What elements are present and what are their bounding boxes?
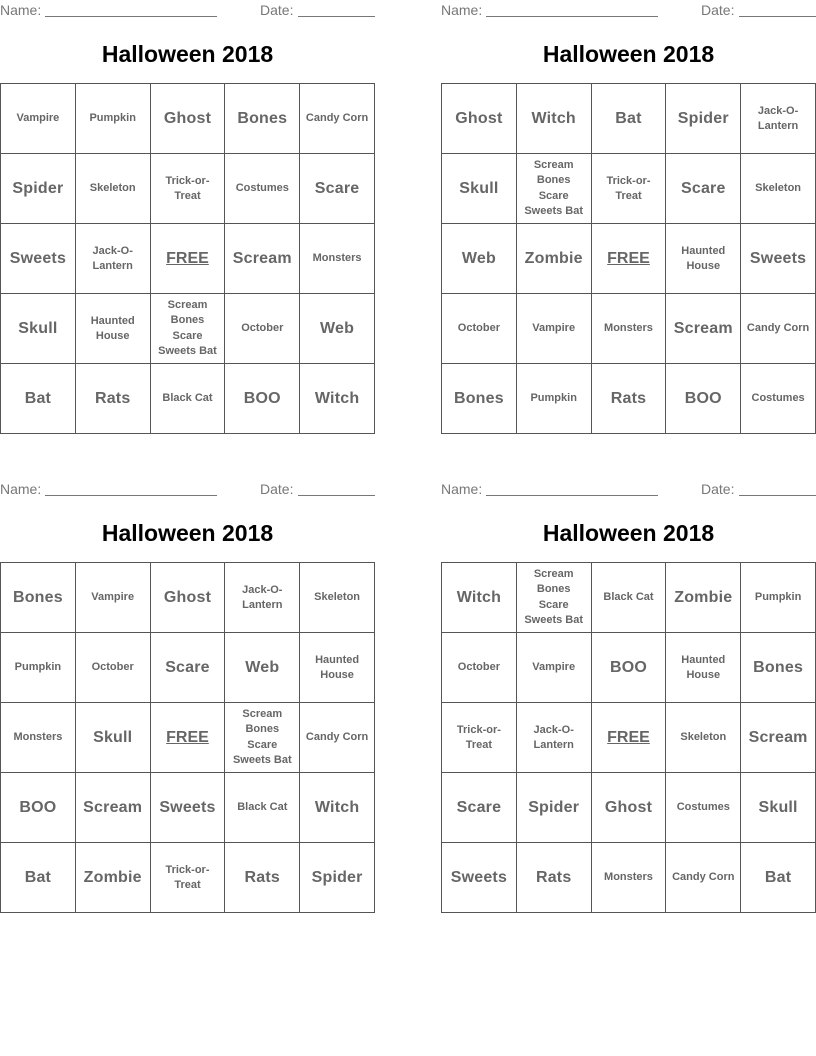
bingo-cell-trick-or-treat (591, 154, 666, 224)
bingo-cell-bat: Bat (1, 843, 76, 913)
bingo-row (1, 703, 375, 773)
bingo-cell-pumpkin: Pumpkin (516, 364, 591, 434)
bingo-cell-skeleton: Skeleton (300, 563, 375, 633)
bingo-cell-haunted-house (75, 294, 150, 364)
bingo-cell-sweets: Sweets (1, 224, 76, 294)
bingo-cell-jack-o-lantern (225, 563, 300, 633)
bingo-cell-spider: Spider (1, 154, 76, 224)
date-blank-line (298, 16, 375, 17)
bingo-cell-rats: Rats (591, 364, 666, 434)
cell-text-line: Jack-O- (242, 583, 283, 596)
cell-text-line: House (95, 329, 130, 342)
bingo-cell-bones: Bones (442, 364, 517, 434)
cell-text-line: Treat (174, 878, 201, 891)
bingo-cell-scream: Scream (666, 294, 741, 364)
bingo-cell-bat: Bat (591, 84, 666, 154)
bingo-row (442, 84, 816, 154)
bingo-cell-skull: Skull (75, 703, 150, 773)
cell-text-line: Sweets Bat (524, 205, 584, 217)
name-label: Name: (0, 481, 42, 497)
bingo-cell-trick-or-treat (150, 154, 225, 224)
bingo-cell-spider: Spider (666, 84, 741, 154)
date-blank-line (739, 495, 816, 496)
cell-text-line: Jack-O- (92, 244, 133, 257)
bingo-cell-witch: Witch (442, 563, 517, 633)
cell-text-line: Bones (536, 174, 571, 186)
bingo-grid (0, 562, 375, 913)
date-blank-line (298, 495, 375, 496)
bingo-cell-skeleton: Skeleton (666, 703, 741, 773)
bingo-cell-october: October (442, 294, 517, 364)
card-header (0, 2, 375, 20)
card-header (441, 481, 816, 499)
bingo-cell-jack-o-lantern (75, 224, 150, 294)
bingo-cell-costumes: Costumes (225, 154, 300, 224)
bingo-cell-boo: BOO (666, 364, 741, 434)
bingo-cell-skeleton: Skeleton (75, 154, 150, 224)
bingo-grid (441, 562, 816, 913)
bingo-cell-scream-bones-scare-sweets-bat (516, 154, 591, 224)
bingo-cell-zombie: Zombie (516, 224, 591, 294)
bingo-row (442, 633, 816, 703)
cell-text-line: House (686, 259, 721, 272)
card-title: Halloween 2018 (542, 520, 715, 546)
bingo-cell-witch: Witch (300, 773, 375, 843)
bingo-cell-boo: BOO (225, 364, 300, 434)
bingo-cell-scare: Scare (300, 154, 375, 224)
bingo-cell-trick-or-treat (442, 703, 517, 773)
bingo-cell-vampire: Vampire (1, 84, 76, 154)
cell-text-line: Lantern (242, 598, 283, 611)
date-label: Date: (260, 481, 294, 497)
cell-text-line: Lantern (92, 259, 133, 272)
cell-text-line: Trick-or- (165, 863, 210, 876)
cell-text-line: Treat (465, 738, 493, 751)
bingo-row (1, 224, 375, 294)
bingo-cell-bones: Bones (1, 563, 76, 633)
cell-text-line: Trick-or- (606, 174, 651, 187)
bingo-cell-scream: Scream (741, 703, 816, 773)
cell-text-line: House (320, 668, 354, 681)
bingo-cell-monsters: Monsters (1, 703, 76, 773)
bingo-row (442, 703, 816, 773)
cell-text-line: Scream (242, 707, 283, 720)
card-title: Halloween 2018 (101, 520, 274, 546)
bingo-cell-bones: Bones (741, 633, 816, 703)
name-blank-line (486, 495, 658, 496)
bingo-cell-pumpkin: Pumpkin (1, 633, 76, 703)
bingo-cell-black-cat: Black Cat (225, 773, 300, 843)
cell-text-line: Lantern (757, 119, 799, 132)
free-space: FREE (150, 224, 225, 294)
card-header (0, 481, 375, 499)
bingo-row (442, 843, 816, 913)
cell-text-line: House (686, 668, 721, 681)
bingo-cell-scream-bones-scare-sweets-bat (516, 563, 591, 633)
bingo-cell-skull: Skull (741, 773, 816, 843)
bingo-cell-black-cat: Black Cat (591, 563, 666, 633)
bingo-row (1, 843, 375, 913)
cell-text-line: Haunted (90, 314, 135, 327)
bingo-row (1, 563, 375, 633)
bingo-row (442, 154, 816, 224)
bingo-cell-sweets: Sweets (741, 224, 816, 294)
bingo-cell-zombie: Zombie (75, 843, 150, 913)
date-label: Date: (701, 2, 735, 18)
bingo-cell-haunted-house (666, 633, 741, 703)
bingo-row (442, 364, 816, 434)
bingo-cell-jack-o-lantern (516, 703, 591, 773)
cell-text-line: Haunted (681, 653, 726, 666)
bingo-row (442, 563, 816, 633)
card-header (441, 2, 816, 20)
bingo-cell-spider: Spider (516, 773, 591, 843)
bingo-cell-october: October (75, 633, 150, 703)
bingo-cell-pumpkin: Pumpkin (741, 563, 816, 633)
bingo-cell-ghost: Ghost (150, 84, 225, 154)
bingo-row (1, 154, 375, 224)
bingo-cell-sweets: Sweets (442, 843, 517, 913)
bingo-cell-black-cat: Black Cat (150, 364, 225, 434)
cell-text-line: Jack-O- (533, 723, 574, 736)
bingo-row (1, 773, 375, 843)
bingo-cell-scream: Scream (225, 224, 300, 294)
cell-text-line: Scare (538, 189, 569, 202)
bingo-row (442, 773, 816, 843)
cell-text-line: Bones (536, 583, 571, 595)
bingo-cell-scare: Scare (666, 154, 741, 224)
bingo-cell-vampire: Vampire (75, 563, 150, 633)
bingo-cell-scream-bones-scare-sweets-bat (150, 294, 225, 364)
bingo-cell-skeleton: Skeleton (741, 154, 816, 224)
bingo-row (1, 633, 375, 703)
bingo-cell-rats: Rats (516, 843, 591, 913)
bingo-cell-ghost: Ghost (591, 773, 666, 843)
cell-text-line: Treat (174, 189, 201, 202)
cell-text-line: Sweets Bat (232, 754, 292, 766)
cell-text-line: Scare (247, 738, 278, 751)
bingo-cell-scare: Scare (150, 633, 225, 703)
bingo-cell-web: Web (300, 294, 375, 364)
cell-text-line: Treat (615, 189, 642, 202)
cell-text-line: Sweets Bat (158, 345, 217, 357)
bingo-cell-jack-o-lantern (741, 84, 816, 154)
bingo-cell-web: Web (225, 633, 300, 703)
bingo-row (442, 224, 816, 294)
bingo-cell-zombie: Zombie (666, 563, 741, 633)
bingo-cell-witch: Witch (300, 364, 375, 434)
bingo-cell-candy-corn: Candy Corn (741, 294, 816, 364)
bingo-cell-bat: Bat (741, 843, 816, 913)
bingo-row (442, 294, 816, 364)
bingo-cell-pumpkin: Pumpkin (75, 84, 150, 154)
bingo-cell-skull: Skull (1, 294, 76, 364)
bingo-cell-skull: Skull (442, 154, 517, 224)
cell-text-line: Scare (172, 329, 203, 342)
bingo-cell-october: October (225, 294, 300, 364)
bingo-cell-boo: BOO (591, 633, 666, 703)
bingo-cell-web: Web (442, 224, 517, 294)
bingo-cell-ghost: Ghost (150, 563, 225, 633)
cell-text-line: Scream (167, 298, 208, 311)
bingo-row (1, 364, 375, 434)
name-blank-line (45, 495, 217, 496)
bingo-cell-witch: Witch (516, 84, 591, 154)
bingo-row (1, 294, 375, 364)
bingo-card (0, 479, 375, 911)
bingo-cell-spider: Spider (300, 843, 375, 913)
bingo-card (441, 479, 816, 911)
cell-text-line: Sweets Bat (524, 614, 584, 626)
bingo-cell-monsters: Monsters (300, 224, 375, 294)
cell-text-line: Bones (245, 723, 280, 735)
bingo-cell-haunted-house (300, 633, 375, 703)
date-label: Date: (260, 2, 294, 18)
card-title: Halloween 2018 (542, 41, 715, 67)
bingo-cell-scare: Scare (442, 773, 517, 843)
cell-text-line: Scream (533, 158, 574, 171)
cell-text-line: Lantern (533, 738, 574, 751)
bingo-cell-sweets: Sweets (150, 773, 225, 843)
cell-text-line: Trick-or- (456, 723, 501, 736)
bingo-cell-october: October (442, 633, 517, 703)
bingo-card (0, 0, 375, 432)
bingo-cell-rats: Rats (75, 364, 150, 434)
bingo-cell-bones: Bones (225, 84, 300, 154)
name-label: Name: (441, 481, 483, 497)
cell-text-line: Haunted (681, 244, 726, 257)
bingo-cell-candy-corn: Candy Corn (666, 843, 741, 913)
bingo-cell-rats: Rats (225, 843, 300, 913)
cell-text-line: Scare (538, 598, 569, 611)
bingo-cell-haunted-house (666, 224, 741, 294)
name-label: Name: (441, 2, 483, 18)
name-blank-line (486, 16, 658, 17)
cell-text-line: Haunted (315, 653, 360, 666)
date-label: Date: (701, 481, 735, 497)
bingo-cell-costumes: Costumes (666, 773, 741, 843)
cell-text-line: Bones (170, 314, 205, 326)
free-space: FREE (591, 703, 666, 773)
bingo-cell-vampire: Vampire (516, 294, 591, 364)
bingo-card (441, 0, 816, 432)
bingo-grid (441, 83, 816, 434)
card-title: Halloween 2018 (101, 41, 274, 67)
free-space: FREE (150, 703, 225, 773)
free-space: FREE (591, 224, 666, 294)
bingo-cell-scream-bones-scare-sweets-bat (225, 703, 300, 773)
bingo-cell-trick-or-treat (150, 843, 225, 913)
bingo-row (1, 84, 375, 154)
bingo-cell-costumes: Costumes (741, 364, 816, 434)
bingo-cell-monsters: Monsters (591, 294, 666, 364)
cell-text-line: Jack-O- (757, 104, 799, 117)
bingo-cell-bat: Bat (1, 364, 76, 434)
bingo-cell-ghost: Ghost (442, 84, 517, 154)
cell-text-line: Scream (533, 567, 574, 580)
bingo-cell-monsters: Monsters (591, 843, 666, 913)
name-label: Name: (0, 2, 42, 18)
bingo-cell-vampire: Vampire (516, 633, 591, 703)
bingo-grid (0, 83, 375, 434)
bingo-cell-candy-corn: Candy Corn (300, 703, 375, 773)
cell-text-line: Trick-or- (165, 174, 210, 187)
bingo-cell-boo: BOO (1, 773, 76, 843)
name-blank-line (45, 16, 217, 17)
date-blank-line (739, 16, 816, 17)
bingo-cell-scream: Scream (75, 773, 150, 843)
bingo-cell-candy-corn: Candy Corn (300, 84, 375, 154)
